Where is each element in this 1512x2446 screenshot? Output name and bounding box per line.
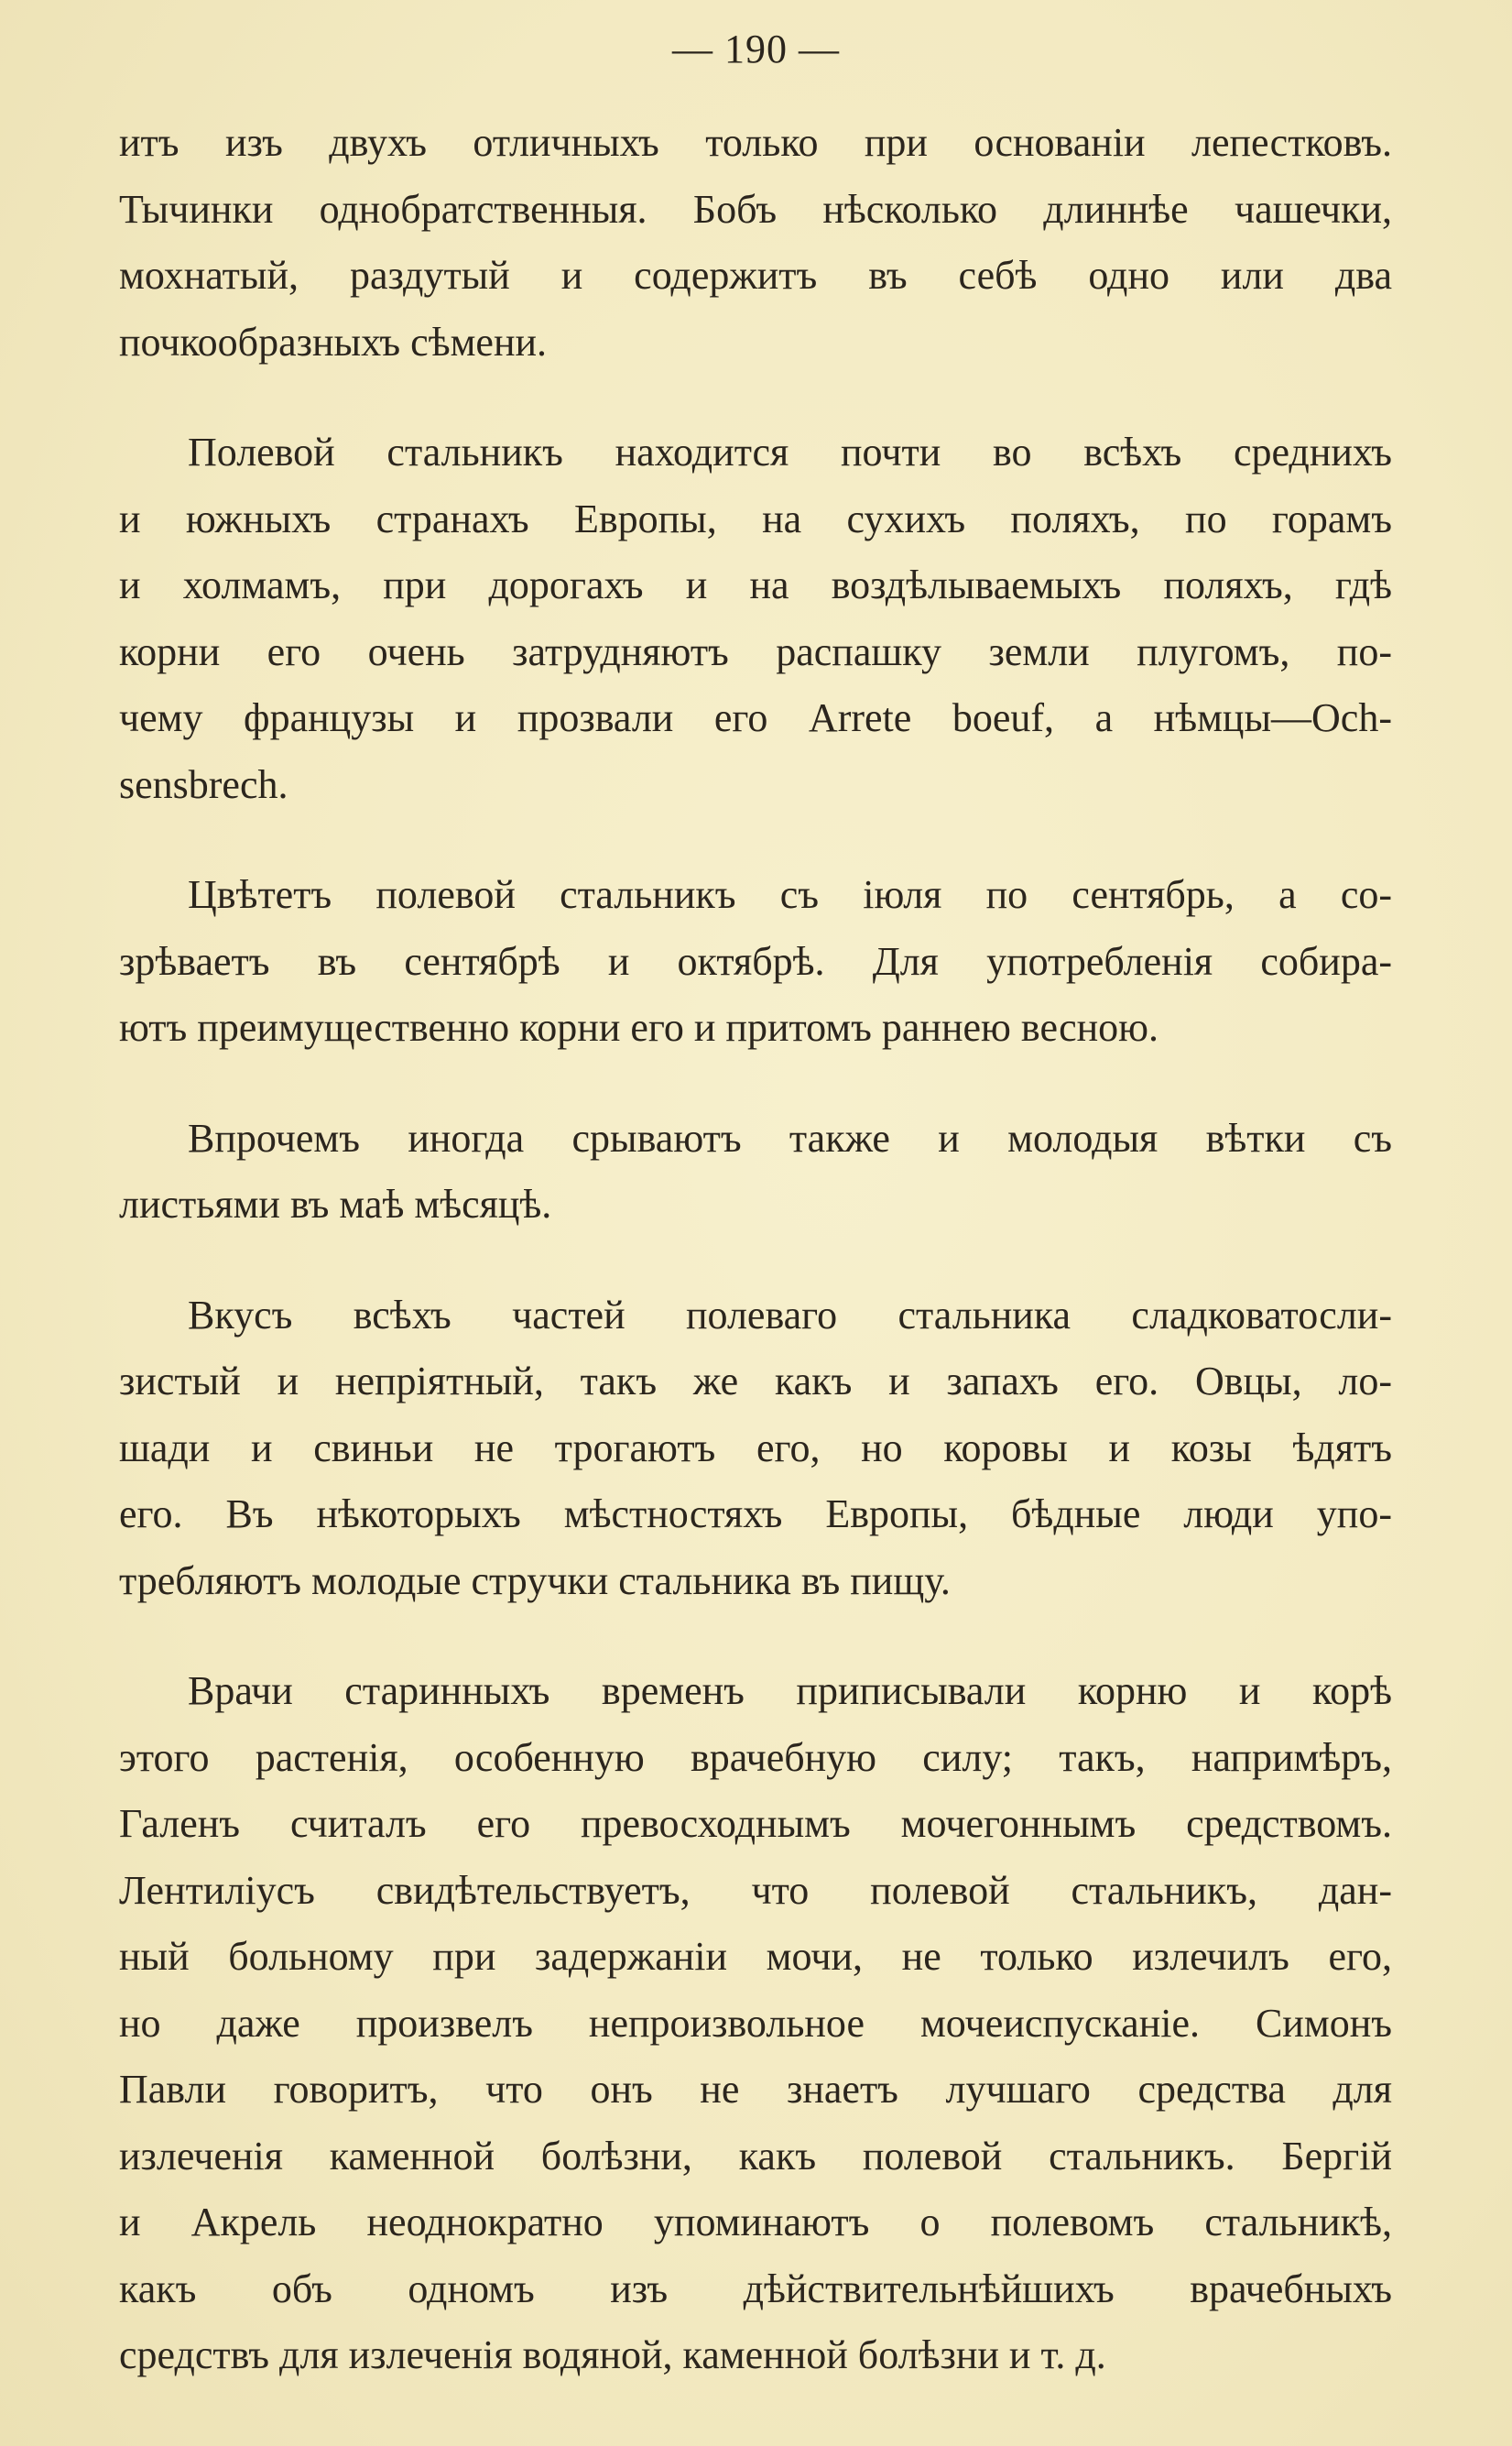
- text-line: почкообразныхъ сѣмени.: [119, 319, 548, 365]
- page-number: — 190 —: [672, 27, 840, 71]
- text-line: листьями въ маѣ мѣсяцѣ.: [119, 1182, 552, 1227]
- paragraph-branches: [119, 1106, 1392, 1239]
- text-line: его. Въ нѣкоторыхъ мѣстностяхъ Европы, бѣдные люди упо-: [119, 1491, 1392, 1536]
- text-line: и Акрель неоднократно упоминаютъ о полевомъ стальникѣ,: [119, 2200, 1392, 2244]
- text-line: требляютъ молодые стручки стальника въ пищу.: [119, 1557, 951, 1603]
- text-line: мохнатый, раздутый и содержитъ въ себѣ одно или два: [119, 253, 1392, 298]
- text-line: Тычинки однобратственныя. Бобъ нѣсколько длиннѣе чашечки,: [119, 186, 1392, 232]
- paragraph-flowering: [119, 862, 1392, 1062]
- paragraph-medicine: [119, 1658, 1392, 2389]
- text-line: Врачи старинныхъ временъ приписывали корню и корѣ: [188, 1668, 1392, 1713]
- paragraph-continuation: [119, 110, 1392, 376]
- paragraph-taste: [119, 1283, 1392, 1615]
- text-line: и холмамъ, при дорогахъ и на воздѣлываемыхъ поляхъ, гдѣ: [119, 562, 1392, 607]
- text-line: ный больному при задержанiи мочи, не только излечилъ его,: [119, 1934, 1392, 1979]
- paragraph-habitat: [119, 420, 1392, 818]
- page-body: [119, 110, 1392, 2389]
- text-line: зистый и непрiятный, такъ же какъ и запахъ его. Овцы, ло-: [119, 1359, 1392, 1403]
- text-line: какъ объ одномъ изъ дѣйствительнѣйшихъ врачебныхъ: [119, 2266, 1392, 2311]
- text-line: и южныхъ странахъ Европы, на сухихъ поляхъ, по горамъ: [119, 496, 1392, 541]
- text-line: средствъ для излеченiя водяной, каменной болѣзни и т. д.: [119, 2332, 1106, 2377]
- text-line: чему французы и прозвали его Arrete boeuf, а нѣмцы—Och-: [119, 695, 1392, 740]
- text-line: этого растенiя, особенную врачебную силу; такъ, напримѣръ,: [119, 1734, 1392, 1780]
- text-line: зрѣваетъ въ сентябрѣ и октябрѣ. Для употребленiя собира-: [119, 938, 1392, 984]
- text-line: Вкусъ всѣхъ частей полеваго стальника сладковатосли-: [188, 1292, 1392, 1338]
- text-line: корни его очень затрудняютъ распашку земли плугомъ, по-: [119, 628, 1392, 674]
- text-line: ютъ преимущественно корни его и притомъ раннею весною.: [119, 1005, 1159, 1050]
- text-line: Павли говоритъ, что онъ не знаетъ лучшаго средства для: [119, 2067, 1392, 2112]
- text-line: Впрочемъ иногда срываютъ также и молодыя вѣтки съ: [188, 1115, 1392, 1161]
- text-line: итъ изъ двухъ отличныхъ только при основанiи лепестковъ.: [119, 120, 1392, 165]
- text-line: Полевой стальникъ находится почти во всѣхъ среднихъ: [188, 430, 1392, 475]
- text-line: Галенъ считалъ его превосходнымъ мочегоннымъ средствомъ.: [119, 1801, 1392, 1846]
- text-line: излеченiя каменной болѣзни, какъ полевой стальникъ. Бергiй: [119, 2133, 1392, 2178]
- text-line: но даже произвелъ непроизвольное мочеиспусканiе. Симонъ: [119, 2000, 1392, 2046]
- text-line: Лентилiусъ свидѣтельствуетъ, что полевой стальникъ, дан-: [119, 1867, 1392, 1913]
- text-line: Цвѣтетъ полевой стальникъ съ iюля по сентябрь, а со-: [188, 872, 1392, 917]
- text-line: шади и свиньи не трогаютъ его, но коровы и козы ѣдятъ: [119, 1425, 1392, 1470]
- text-line: sensbrech.: [119, 761, 288, 807]
